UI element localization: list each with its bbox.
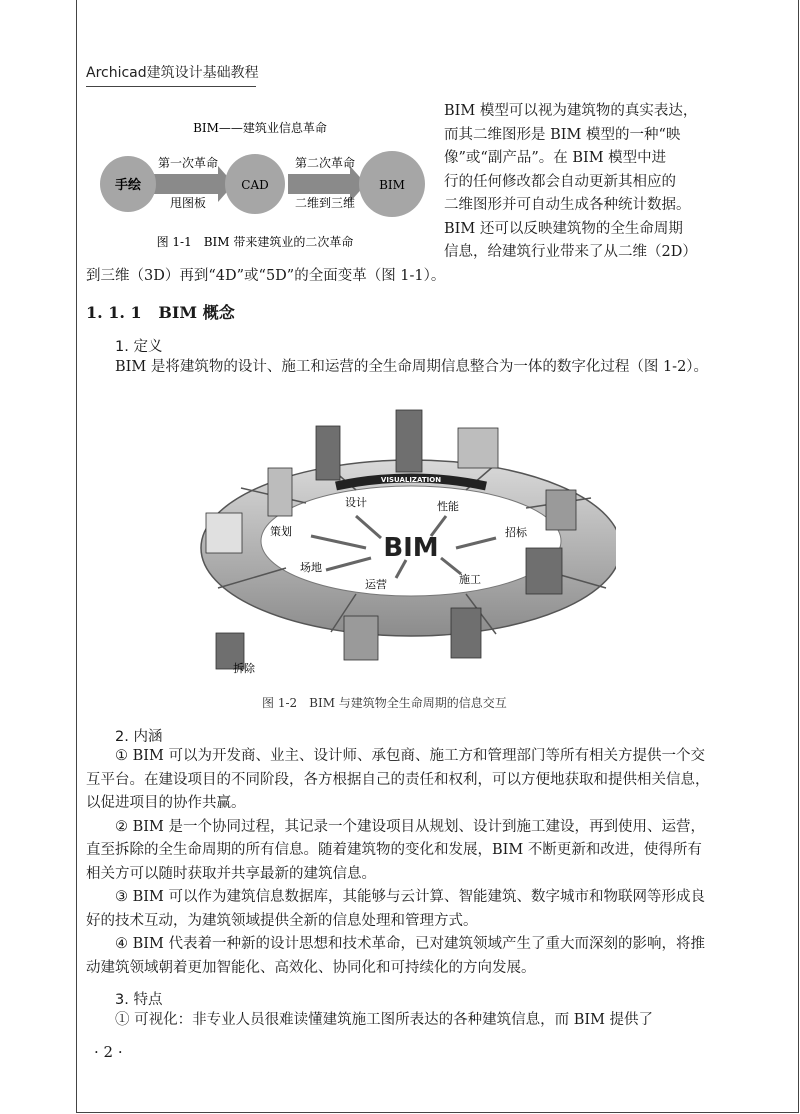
figure-1-1: [100, 108, 430, 258]
node-1-label: 手绘: [114, 178, 142, 193]
intro-tail: 到三维（3D）再到“4D”或“5D”的全面变革（图 1-1）。: [86, 268, 446, 284]
intro-line: 而其二维图形是 BIM 模型的一种“映: [444, 126, 681, 143]
bim-center-label: BIM: [383, 533, 439, 563]
intro-line: BIM 模型可以视为建筑物的真实表达，: [444, 103, 698, 119]
figure-1-1-caption: 图 1-1 BIM 带来建筑业的二次革命: [156, 235, 354, 249]
intro-wrap-text: [444, 100, 719, 265]
arrow-2-top-label: 第二次革命: [294, 156, 356, 170]
connotation-heading: 2. 内涵: [115, 729, 163, 745]
node-3-label: BIM: [379, 178, 405, 192]
intro-line: 信息，给建筑行业带来了从二维（2D）: [444, 244, 697, 260]
visualization-label: VISUALIZATION: [380, 476, 442, 484]
running-head: Archicad建筑设计基础教程: [86, 65, 259, 81]
features-heading: 3. 特点: [115, 992, 163, 1008]
connotation-item-4: ④ BIM 代表着一种新的设计思想和技术革命，已对建筑领域产生了重大而深刻的影响，将推动建筑领域朝着更加智能化、高效化、协同化和可持续化的方向发展。: [86, 936, 705, 976]
definition-heading: 1. 定义: [115, 339, 163, 355]
label-bidding: 招标: [505, 526, 527, 539]
arrow-2-bottom-label: 二维到三维: [294, 196, 356, 210]
label-site: 场地: [300, 561, 322, 574]
figure-1-2-caption: 图 1-2 BIM 与建筑物全生命周期的信息交互: [262, 696, 507, 710]
connotation-item-2: ② BIM 是一个协同过程，其记录一个建设项目从规划、设计到施工建设，再到使用、运营，直至拆除的全生命周期的所有信息。随着建筑物的变化和发展，BIM 不断更新和改进，使得所有相关方可以随时获取并共享最新的建筑信息。: [86, 818, 705, 882]
connotation-block: [86, 745, 716, 980]
figure-1-1-title: BIM——建筑业信息革命: [193, 121, 327, 135]
label-operation: 运营: [365, 578, 387, 591]
intro-line: 行的任何修改都会自动更新其相应的: [444, 173, 676, 190]
label-performance: 性能: [437, 500, 459, 513]
figure-1-2: [196, 408, 616, 678]
label-demolition: 拆除: [233, 662, 255, 675]
section-title: BIM 概念: [158, 303, 235, 322]
label-construction: 施工: [459, 573, 481, 586]
intro-line: BIM 还可以反映建筑物的全生命周期: [444, 220, 683, 237]
arrow-1-bottom-label: 甩图板: [169, 196, 207, 210]
connotation-item-3: ③ BIM 可以作为建筑信息数据库，其能够与云计算、智能建筑、数字城市和物联网等形成良好的技术互动，为建筑领域提供全新的信息处理和管理方式。: [86, 889, 705, 929]
section-number: 1. 1. 1: [86, 303, 142, 322]
page-number: · 2 ·: [94, 1043, 123, 1061]
features-text: ① 可视化：非专业人员很难读懂建筑施工图所表达的各种建筑信息，而 BIM 提供了: [115, 1012, 654, 1028]
definition-block: [86, 356, 716, 380]
header-rule: [86, 86, 256, 87]
definition-text: BIM 是将建筑物的设计、施工和运营的全生命周期信息整合为一体的数字化过程（图 1-2）。: [115, 359, 709, 375]
node-2-label: CAD: [241, 178, 269, 192]
features-block: [86, 1009, 716, 1033]
intro-line: 二维图形并可自动生成各种统计数据。: [444, 197, 691, 213]
label-design: 设计: [345, 496, 367, 509]
label-planning: 策划: [270, 525, 292, 538]
section-heading: [86, 300, 235, 323]
intro-line: 像”或“副产品”。在 BIM 模型中进: [444, 150, 667, 166]
connotation-item-1: ① BIM 可以为开发商、业主、设计师、承包商、施工方和管理部门等所有相关方提供一个交互平台。在建设项目的不同阶段，各方根据自己的责任和权利，可以方便地获取和提供相关信息，以促进项目的协作共赢。: [86, 748, 710, 811]
arrow-1-top-label: 第一次革命: [157, 156, 219, 170]
